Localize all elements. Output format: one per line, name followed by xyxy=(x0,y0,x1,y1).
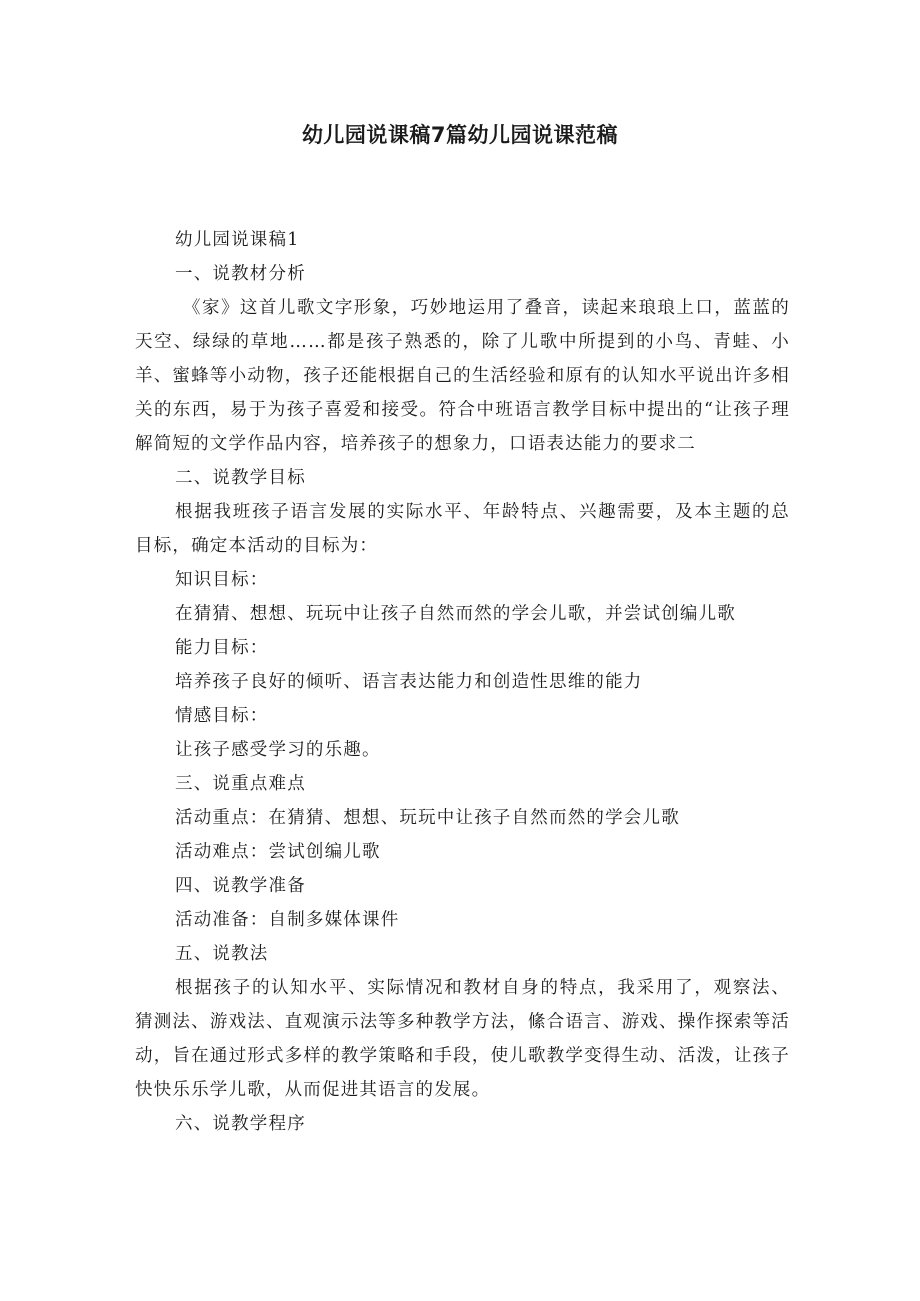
preparation-text: 活动准备：自制多媒体课件 xyxy=(175,910,400,930)
section-heading-textbook-analysis: 一、说教材分析 xyxy=(175,264,306,284)
key-point-text: 活动重点：在猜猜、想想、玩玩中让孩子自然而然的学会儿歌 xyxy=(175,808,680,828)
page-title: 幼儿园说课稿7篇幼儿园说课范稿 xyxy=(301,123,619,147)
emotion-goal-label: 情感目标： xyxy=(175,706,269,726)
knowledge-goal-text: 在猜猜、想想、玩玩中让孩子自然而然的学会儿歌，并尝试创编儿歌 xyxy=(175,604,736,624)
lesson-subtitle: 幼儿园说课稿1 xyxy=(175,230,300,250)
ability-goal-text: 培养孩子良好的倾听、语言表达能力和创造性思维的能力 xyxy=(175,672,643,692)
difficult-point-text: 活动难点：尝试创编儿歌 xyxy=(175,842,381,862)
section-heading-teaching-goals: 二、说教学目标 xyxy=(175,468,306,488)
ability-goal-label: 能力目标： xyxy=(175,638,269,658)
section-heading-key-points: 三、说重点难点 xyxy=(175,774,306,794)
section-heading-teaching-procedure: 六、说教学程序 xyxy=(175,1114,306,1134)
section-heading-preparation: 四、说教学准备 xyxy=(175,876,306,896)
paragraph-textbook-analysis: 《家》这首儿歌文字形象，巧妙地运用了叠音，读起来琅琅上口，蓝蓝的天空、绿绿的草地……都是孩子熟悉的，除了儿歌中所提到的小鸟、青蛙、小羊、蜜蜂等小动物，孩子还能根据自己的生活经验和原有的认知水平说出许多相关的东西，易于为孩子喜爱和接受。符合中班语言教学目标中提出的“让孩子理解简短的文学作品内容，培养孩子的想象力，口语表达能力的要求二 xyxy=(135,298,790,454)
section-heading-teaching-methods: 五、说教法 xyxy=(175,944,269,964)
document-body xyxy=(135,223,790,1141)
knowledge-goal-label: 知识目标： xyxy=(175,570,269,590)
paragraph-teaching-goals: 根据我班孩子语言发展的实际水平、年龄特点、兴趣需要，及本主题的总目标，确定本活动的目标为： xyxy=(135,502,790,556)
paragraph-teaching-methods: 根据孩子的认知水平、实际情况和教材自身的特点，我采用了，观察法、猜测法、游戏法、直观演示法等多种教学方法，絛合语言、游戏、操作探索等活动，旨在通过形式多样的教学策略和手段，使儿歌教学变得生动、活泼，让孩子快快乐乐学儿歌，从而促进其语言的发展。 xyxy=(135,978,790,1100)
emotion-goal-text: 让孩子感受学习的乐趣。 xyxy=(175,740,381,760)
